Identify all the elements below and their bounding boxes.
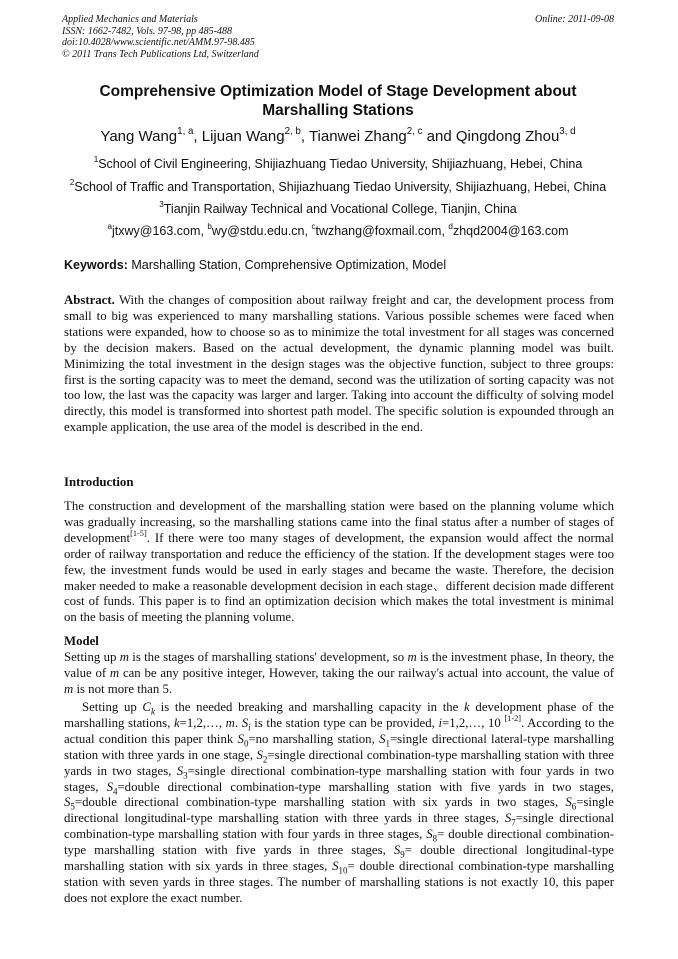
intro-heading: Introduction bbox=[64, 475, 134, 489]
journal-doi: doi:10.4028/www.scientific.net/AMM.97-98.485 bbox=[62, 37, 255, 48]
citation: [1-2] bbox=[504, 713, 522, 723]
keywords bbox=[64, 258, 446, 272]
abstract-text: With the changes of composition about railway freight and car, the development process from small to big was experienced to many marshalling stations. Various possible schemes were faced when stations were expanded, how to choose so as to minimize the total investment for all stages was concerned by the decision makers. Based on the actual development, the dynamic planning model was built. Minimizing the total investment in the design stages was the objective function, subject to three groups: first is the sorting capacity was to meet the demand, second was the utilization of sorting capacity was not too low, the last was the capacity was larger and larger. Taking into account the difficulty of solving model directly, this model is transformed into shortest path model. The specific solution is expounded through an example application, the use area of the model is described in the end. bbox=[64, 293, 614, 435]
keywords-text: Marshalling Station, Comprehensive Optimization, Model bbox=[131, 258, 447, 272]
journal-name: Applied Mechanics and Materials bbox=[62, 14, 198, 25]
journal-issn: ISSN: 1662-7482, Vols. 97-98, pp 485-488 bbox=[62, 25, 232, 37]
author-list: Yang Wang$^{1, a}$, Lijuan Wang$^{2, b}$, Tianwei Zhang$^{2, c}$ and Qingdong Zhou$^{3, d}$ bbox=[100, 126, 576, 145]
journal-info bbox=[62, 14, 462, 60]
email-list: $^a$jtxwy@163.com, $^b$wy@stdu.edu.cn, $^c$twzhang@foxmail.com, $^d$zhqd2004@163.com bbox=[107, 222, 569, 238]
citation: [1-5] bbox=[130, 528, 147, 538]
author-sup: 2, c bbox=[406, 126, 423, 138]
paper-title bbox=[62, 82, 614, 120]
author-sup: 2, b bbox=[284, 126, 301, 138]
email-link[interactable]: jtxwy@163.com bbox=[112, 224, 201, 238]
model-heading: Model bbox=[64, 634, 99, 648]
email-link[interactable]: zhqd2004@163.com bbox=[452, 224, 569, 238]
author-sup: 1, a bbox=[177, 126, 194, 138]
affiliation-1: $^1$School of Civil Engineering, Shijiazhuang Tiedao University, Shijiazhuang, Hebei, China bbox=[93, 155, 583, 171]
title-line-2: Marshalling Stations bbox=[262, 102, 414, 119]
email-link[interactable]: wy@stdu.edu.cn bbox=[211, 224, 305, 238]
journal-copyright: © 2011 Trans Tech Publications Ltd, Switzerland bbox=[62, 48, 259, 60]
keywords-label: Keywords: bbox=[64, 258, 128, 272]
model-paragraph-1: Setting up m is the stages of marshalling stations' development, so m is the investment phase, In theory, the value of m can be any positive integer, However, taking the our railway's actual into account, the value of m is not more than 5. bbox=[64, 650, 614, 696]
email-link[interactable]: twzhang@foxmail.com bbox=[315, 224, 442, 238]
affiliation-3: $^3$Tianjin Railway Technical and Vocational College, Tianjin, China bbox=[159, 200, 517, 216]
online-date: Online: 2011-09-08 bbox=[535, 14, 614, 25]
model-paragraph-2: Setting up $C_k$ is the needed breaking and marshalling capacity in the k development phase of the marshalling stations, k=1,2,…, m. $S_i$ is the station type can be provided, i=1,2,…, 10 [1-2]. According to the actual condition this paper think $S_0=no$ marshalling station, $S_1=single$ directional lateral-type marshalling station with three yards in one stage, $S_2=single$ directional combination-type marshalling station with three yards in two stages, $S_3=single$ directional combination-type marshalling station with four yards in two stages, $S_4=double$ directional combination-type marshalling station with five yards in two stages, $S_5=double$ directional combination-type marshalling station with six yards in two stages, $S_6=single$ directional longitudinal-type marshalling station with three yards in three stages, $S_7=single$ directional combination-type marshalling station with four yards in three stages, $S_8=$ double directional combination-type marshalling station with five yards in three stages, $S_9=$ double directional longitudinal-type marshalling station with six yards in three stages, $S_{10}=$ double directional combination-type marshalling station with seven yards in three stages. The number of marshalling stations is not exactly 10, this paper does not explore the exact number. bbox=[64, 700, 615, 905]
affiliation-2: $^2$School of Traffic and Transportation, Shijiazhuang Tiedao University, Shijiazhuang, Hebei, China bbox=[69, 178, 607, 194]
author-name: Tianwei Zhang bbox=[308, 128, 407, 145]
abstract-label: Abstract. bbox=[64, 293, 115, 307]
intro-paragraph: The construction and development of the marshalling station were based on the planning volume which was gradually increasing, so the marshalling stations came into the final status after a number of stages of development[1-5]. If there were too many stages of development, the expansion would affect the normal order of railway transportation and reduce the efficiency of the station. If the development stages were too few, the investment funds would be used in early stages and became the waste. Therefore, the decision maker needed to make a reasonable development decision in each stage、different decision made different cost of funds. This paper is to find an optimization decision which makes the total investment is minimal on the basis of meeting the planning volume. bbox=[64, 499, 614, 625]
title-line-1: Comprehensive Optimization Model of Stage Development about bbox=[99, 83, 577, 100]
author-name: Yang Wang bbox=[100, 128, 178, 145]
author-name: Qingdong Zhou bbox=[455, 128, 560, 145]
abstract bbox=[64, 293, 614, 436]
author-sup: 3, d bbox=[559, 126, 576, 138]
author-name: Lijuan Wang bbox=[201, 128, 285, 145]
